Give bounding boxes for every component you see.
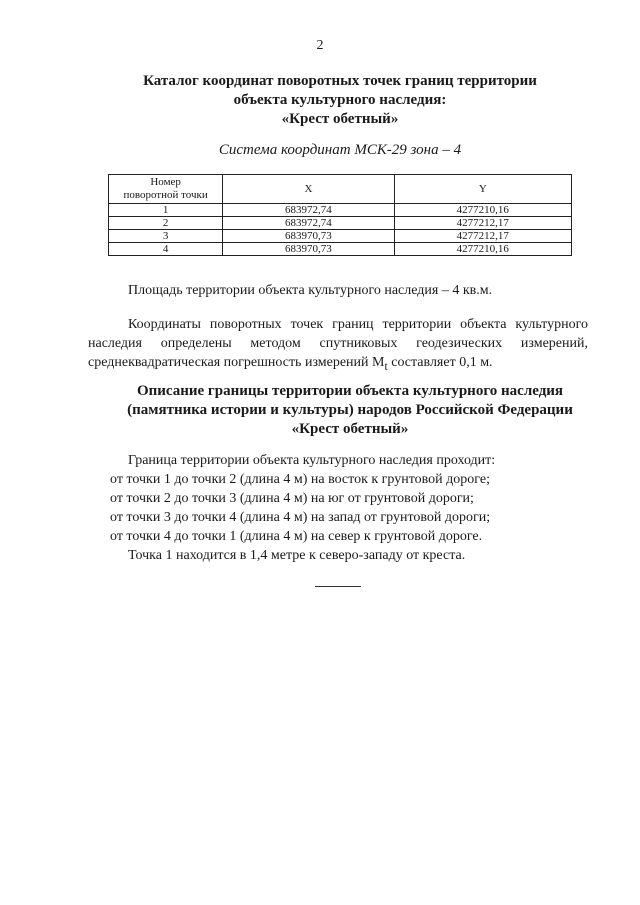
cell-point: 2 bbox=[109, 217, 223, 230]
table-row bbox=[109, 217, 572, 230]
table-row bbox=[109, 230, 572, 243]
route-note: Точка 1 находится в 1,4 метре к северо-западу от креста. bbox=[128, 548, 466, 563]
coordinate-system: Система координат МСК-29 зона – 4 bbox=[218, 142, 462, 158]
description-title-line2: (памятника истории и культуры) народов Российской Федерации bbox=[127, 402, 573, 418]
cell-x: 683970,73 bbox=[223, 230, 394, 243]
cell-y: 4277212,17 bbox=[394, 217, 571, 230]
cell-point: 4 bbox=[109, 243, 223, 256]
table-row bbox=[109, 243, 572, 256]
method-subscript: t bbox=[384, 359, 388, 373]
method-text-end: составляет 0,1 м. bbox=[387, 355, 493, 370]
table-header-row bbox=[109, 175, 572, 204]
cell-y: 4277210,16 bbox=[394, 204, 571, 217]
header-y: Y bbox=[394, 175, 571, 204]
catalog-title-line2: объекта культурного наследия: bbox=[233, 92, 447, 108]
description-title-line3: «Крест обетный» bbox=[291, 421, 409, 437]
header-x: X bbox=[223, 175, 394, 204]
route-segment: от точки 1 до точки 2 (длина 4 м) на восток к грунтовой дороге; bbox=[110, 472, 490, 487]
catalog-title bbox=[80, 72, 600, 129]
route-segment: от точки 4 до точки 1 (длина 4 м) на север к грунтовой дороге. bbox=[110, 529, 483, 544]
route-segment: от точки 2 до точки 3 (длина 4 м) на юг от грунтовой дороги; bbox=[110, 491, 474, 506]
area-statement: Площадь территории объекта культурного наследия – 4 кв.м. bbox=[128, 283, 493, 298]
catalog-title-line3: «Крест обетный» bbox=[281, 111, 399, 127]
description-title-line1: Описание границы территории объекта культурного наследия bbox=[136, 383, 564, 399]
route-intro: Граница территории объекта культурного наследия проходит: bbox=[128, 453, 496, 468]
cell-x: 683972,74 bbox=[223, 204, 394, 217]
description-title bbox=[80, 382, 620, 439]
header-point-number bbox=[109, 175, 223, 204]
header-point-line2: поворотной точки bbox=[123, 189, 208, 201]
cell-point: 1 bbox=[109, 204, 223, 217]
boundary-route bbox=[110, 451, 610, 565]
route-segment: от точки 3 до точки 4 (длина 4 м) на запад от грунтовой дороги; bbox=[110, 510, 491, 525]
coordinates-table bbox=[108, 174, 572, 256]
cell-y: 4277210,16 bbox=[394, 243, 571, 256]
header-point-line1: Номер bbox=[150, 176, 181, 188]
table-row bbox=[109, 204, 572, 217]
catalog-title-line1: Каталог координат поворотных точек границ территории bbox=[143, 73, 537, 89]
cell-x: 683972,74 bbox=[223, 217, 394, 230]
method-text: Координаты поворотных точек границ территории объекта культурного наследия определены методом спутниковых геодезических измерений, среднеквадратическая погрешность измерений M bbox=[88, 317, 588, 370]
cell-x: 683970,73 bbox=[223, 243, 394, 256]
end-divider bbox=[315, 586, 361, 587]
cell-y: 4277212,17 bbox=[394, 230, 571, 243]
cell-point: 3 bbox=[109, 230, 223, 243]
page-number: 2 bbox=[316, 38, 324, 53]
method-paragraph bbox=[88, 315, 588, 376]
